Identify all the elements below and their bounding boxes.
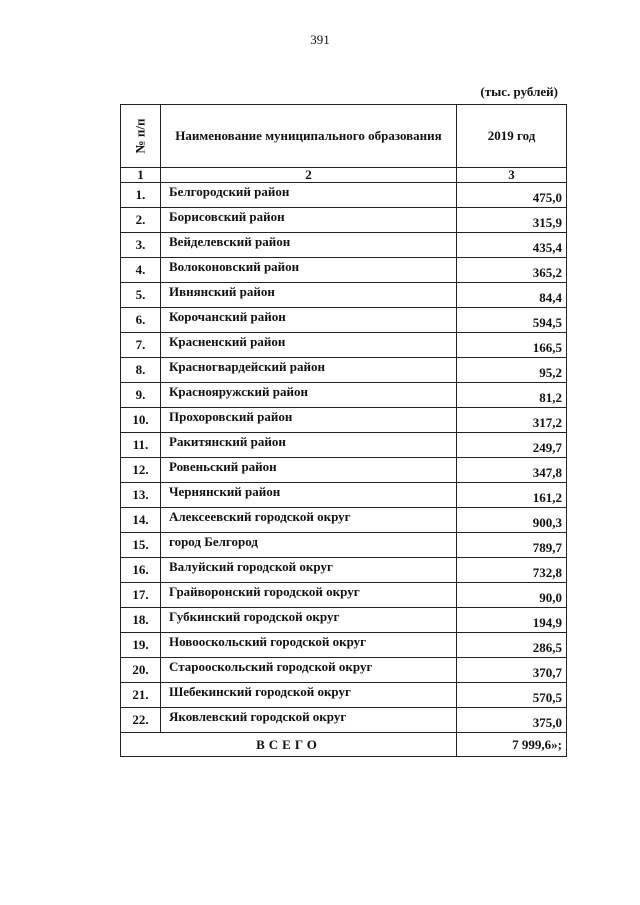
municipality-name: город Белгород (161, 533, 457, 558)
municipality-name: Ракитянский район (161, 433, 457, 458)
table-row (121, 383, 567, 408)
municipality-name: Старооскольский городской округ (161, 658, 457, 683)
table-body (121, 183, 567, 733)
table-row (121, 233, 567, 258)
row-number: 6. (121, 308, 161, 333)
municipality-name: Белгородский район (161, 183, 457, 208)
row-value: 900,3 (457, 508, 567, 533)
municipality-name: Прохоровский район (161, 408, 457, 433)
municipality-name: Шебекинский городской округ (161, 683, 457, 708)
row-number: 21. (121, 683, 161, 708)
row-number: 20. (121, 658, 161, 683)
row-value: 249,7 (457, 433, 567, 458)
municipality-name: Борисовский район (161, 208, 457, 233)
header-number-text: № п/п (132, 118, 148, 154)
row-number: 3. (121, 233, 161, 258)
row-value: 81,2 (457, 383, 567, 408)
header-number (121, 105, 161, 168)
table-row (121, 508, 567, 533)
municipality-name: Яковлевский городской округ (161, 708, 457, 733)
row-number: 5. (121, 283, 161, 308)
row-value: 365,2 (457, 258, 567, 283)
table-row (121, 583, 567, 608)
header-value: 2019 год (457, 105, 567, 168)
row-number: 16. (121, 558, 161, 583)
row-value: 166,5 (457, 333, 567, 358)
column-number-row (121, 168, 567, 183)
row-value: 347,8 (457, 458, 567, 483)
table-row (121, 483, 567, 508)
row-value: 594,5 (457, 308, 567, 333)
table-row (121, 608, 567, 633)
municipality-name: Новооскольский городской округ (161, 633, 457, 658)
row-value: 475,0 (457, 183, 567, 208)
column-number: 3 (457, 168, 567, 183)
budget-table (120, 104, 567, 757)
row-number: 14. (121, 508, 161, 533)
row-value: 315,9 (457, 208, 567, 233)
row-number: 19. (121, 633, 161, 658)
row-value: 570,5 (457, 683, 567, 708)
municipality-name: Чернянский район (161, 483, 457, 508)
column-number: 2 (161, 168, 457, 183)
table-row (121, 283, 567, 308)
row-number: 7. (121, 333, 161, 358)
municipality-name: Ивнянский район (161, 283, 457, 308)
row-number: 13. (121, 483, 161, 508)
row-value: 161,2 (457, 483, 567, 508)
row-value: 95,2 (457, 358, 567, 383)
row-value: 286,5 (457, 633, 567, 658)
row-number: 4. (121, 258, 161, 283)
row-value: 194,9 (457, 608, 567, 633)
row-number: 12. (121, 458, 161, 483)
table-row (121, 183, 567, 208)
row-value: 90,0 (457, 583, 567, 608)
table-row (121, 458, 567, 483)
row-number: 22. (121, 708, 161, 733)
table-row (121, 358, 567, 383)
row-number: 18. (121, 608, 161, 633)
table-row (121, 258, 567, 283)
row-number: 17. (121, 583, 161, 608)
table-row (121, 658, 567, 683)
row-number: 1. (121, 183, 161, 208)
table-row (121, 333, 567, 358)
row-value: 317,2 (457, 408, 567, 433)
table-row (121, 308, 567, 333)
municipality-name: Красногвардейский район (161, 358, 457, 383)
municipality-name: Корочанский район (161, 308, 457, 333)
row-number: 10. (121, 408, 161, 433)
table-row (121, 708, 567, 733)
municipality-name: Волоконовский район (161, 258, 457, 283)
row-value: 370,7 (457, 658, 567, 683)
page-number: 391 (310, 32, 330, 47)
column-number: 1 (121, 168, 161, 183)
municipality-name: Грайворонский городской округ (161, 583, 457, 608)
table-row (121, 533, 567, 558)
municipality-name: Губкинский городской округ (161, 608, 457, 633)
municipality-name: Краснояружский район (161, 383, 457, 408)
table-row (121, 208, 567, 233)
row-value: 375,0 (457, 708, 567, 733)
row-value: 732,8 (457, 558, 567, 583)
table-row (121, 558, 567, 583)
row-number: 9. (121, 383, 161, 408)
table-row (121, 408, 567, 433)
table-row (121, 433, 567, 458)
municipality-name: Красненский район (161, 333, 457, 358)
row-value: 789,7 (457, 533, 567, 558)
municipality-name: Валуйский городской округ (161, 558, 457, 583)
municipality-name: Алексеевский городской округ (161, 508, 457, 533)
municipality-name: Ровеньский район (161, 458, 457, 483)
table-header-row (121, 105, 567, 168)
row-number: 2. (121, 208, 161, 233)
header-name: Наименование муниципального образования (161, 105, 457, 168)
row-number: 11. (121, 433, 161, 458)
table-row (121, 683, 567, 708)
municipality-name: Вейделевский район (161, 233, 457, 258)
total-label: ВСЕГО (121, 733, 457, 757)
total-row (121, 733, 567, 757)
row-number: 15. (121, 533, 161, 558)
row-number: 8. (121, 358, 161, 383)
units-label: (тыс. рублей) (480, 84, 558, 99)
row-value: 435,4 (457, 233, 567, 258)
total-value: 7 999,6»; (457, 733, 567, 757)
table-row (121, 633, 567, 658)
row-value: 84,4 (457, 283, 567, 308)
